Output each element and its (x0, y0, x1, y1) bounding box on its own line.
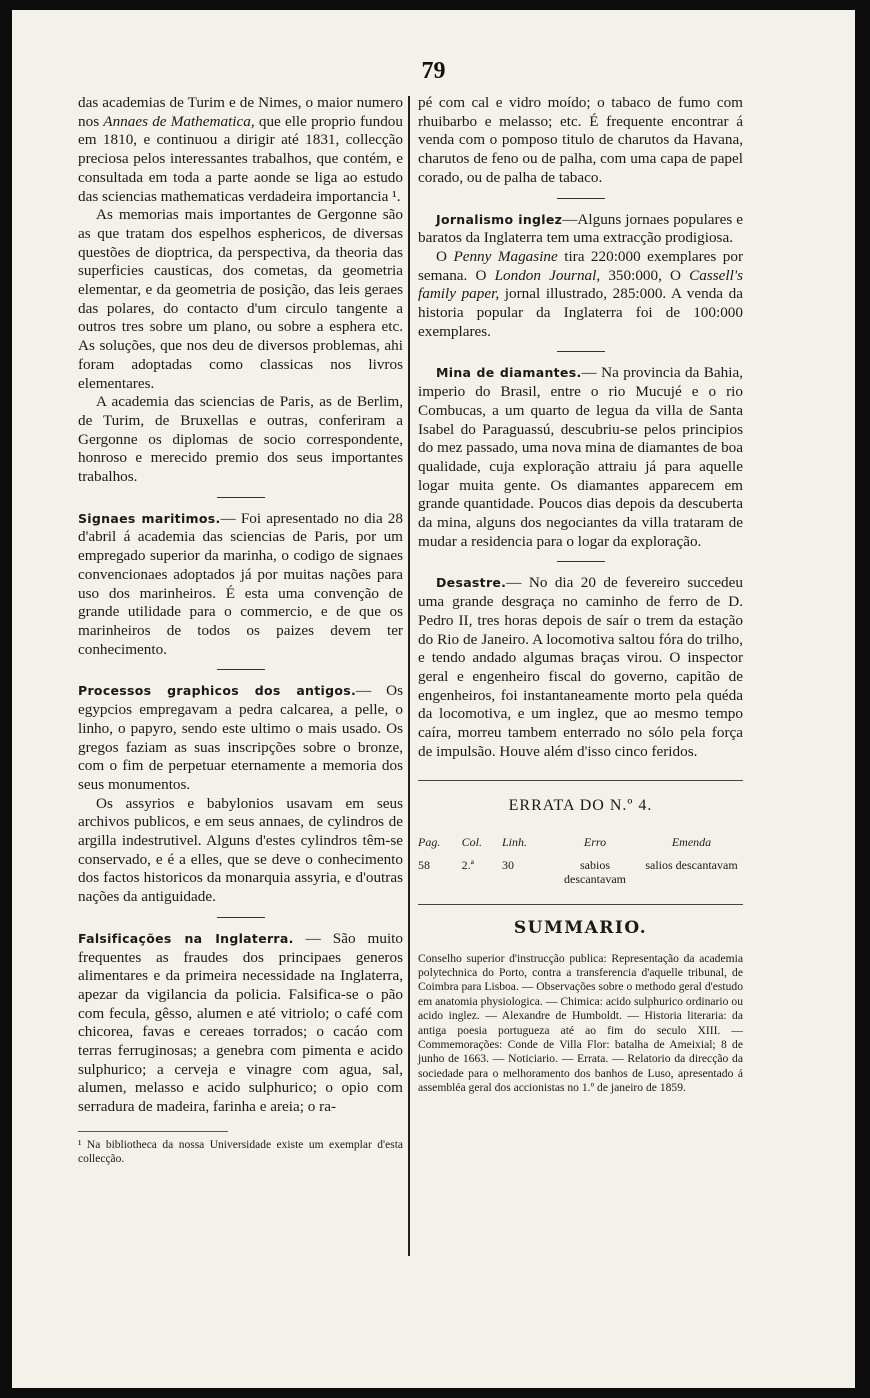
article-falsificacoes: Falsificações na Inglaterra. — São muito frequentes as fraudes dos principaes generos alimentares e da primeira necessidade na Inglaterra, apezar da vigilancia da policia. Falsifica-se o pão com fecula, gêsso, alumen e até vitriolo; o café com chicorea, favas e cereaes torrados; o cacáo com terras ferruginosas; a genebra com pimenta e acido sulphurico; a cerveja e vinagre com agua, sal, alumen, melasso e acido sulphurico; o opio com serradura de madeira, farinha e areia; o ra- (78, 929, 403, 1116)
errata-col-col: Col. (461, 835, 482, 850)
errata-table (418, 833, 743, 886)
section-divider (217, 497, 265, 498)
paragraph-assyrios: Os assyrios e babylonios usavam em seus archivos publicos, e em seus annaes, de cylindros de argilla indestrutivel. Alguns d'estes cylindros têm-se conservado, e é a elles, que se deve o conhecimento dos factos historicos da monarquia assyria, e d'outras nações da antiguidade. (78, 794, 403, 906)
paragraph-jornais-tiragem: O Penny Magasine tira 220:000 exemplares por semana. O London Journal, 350:000, O Cassell's family paper, jornal illustrado, 285:000. A venda da historia popular da Inglaterra foi de 100:000 exemplares. (418, 247, 744, 340)
footnote: ¹ Na bibliotheca da nossa Universidade existe um exemplar d'esta collecção. (78, 1138, 403, 1165)
paragraph-gergonne-intro: das academias de Turim e de Nimes, o maior numero nos Annaes de Mathematica, que elle proprio fundou em 1810, e continuou a dirigir até 1831, collecção preciosa pelos interessantes trabalhos, que contém, e consultada em toda a parte aonde se liga ao estudo das sciencias mathematicas verdadeira importancia ¹. (78, 94, 403, 205)
document-page (12, 10, 855, 1388)
summary-text: Conselho superior d'instrucção publica: Representação da academia polytechnica do Porto, contra a transferencia d'aquelle tribunal, de Coimbra para Lisboa. — Observações sobre o methodo geral d'estudo em anatomia physiologica. — Chimica: acido sulphurico ordinario ou acido inglez. — Alexandre de Humboldt. — Historia literaria: da antiga poesia portugueza até ao fim do seculo XIII. — Commemorações: Conde de Villa Flor: batalha de Ameixial; 8 de junho de 1663. — Noticiario. — Errata. — Relatorio da direcção da sociedade para o melhoramento dos banhos de Luso, apresentado á assembléa geral dos accionistas no 1.º de janeiro de 1859. (418, 951, 743, 1095)
section-divider (217, 669, 265, 670)
section-divider (557, 198, 605, 199)
article-jornalismo: Jornalismo inglez—Alguns jornaes populares e baratos da Inglaterra tem uma extracção prodigiosa. (418, 210, 743, 247)
errata-col-pag: Pag. (418, 835, 441, 850)
errata-rule (418, 780, 743, 781)
errata-cell: 2.ª (461, 857, 474, 872)
errata-cell: 30 (501, 857, 514, 872)
errata-row (418, 858, 743, 886)
footnote-rule (78, 1131, 228, 1138)
heading-mina: Mina de diamantes. (436, 365, 582, 381)
page-number: 79 (421, 58, 446, 84)
errata-col-emenda: Emenda (671, 835, 712, 850)
heading-falsificacoes: Falsificações na Inglaterra. (78, 930, 294, 946)
article-signaes: Signaes maritimos.— Foi apresentado no dia 28 d'abril á academia das sciencias de Paris, por um empregado superior da marinha, o codigo de signaes convencionaes adoptados já por muitas nações para uso dos marinheiros. É esta uma convenção de grande utilidade para o commercio, e de que os marinheiros de todos os paizes devem ter conhecimento. (78, 509, 403, 658)
paragraph-gergonne-academias: A academia das sciencias de Paris, as de Berlim, de Turim, de Bruxellas e outras, conferiram a Gergonne os diplomas de socio correspondente, honroso e merecido premio dos seus importantes trabalhos. (78, 393, 403, 486)
errata-rule (418, 904, 743, 905)
errata-col-linh: Linh. (501, 835, 527, 850)
errata-col-erro: Erro (583, 835, 607, 850)
section-divider (557, 351, 605, 352)
heading-desastre: Desastre. (436, 575, 507, 591)
column-rule (408, 96, 410, 1256)
heading-signaes: Signaes maritimos. (78, 510, 221, 526)
errata-cell: 58 (418, 857, 430, 872)
right-column (418, 94, 743, 1096)
heading-processos: Processos graphicos dos antigos. (78, 683, 357, 699)
article-processos: Processos graphicos dos antigos.— Os egypcios empregavam a pedra calcarea, a pelle, o linho, o papyro, sendo este ultimo o mais usado. Os gregos faziam as suas inscripções sobre o bronze, com o fim de perpetuar eternamente a memoria dos seus monumentos. (78, 682, 403, 793)
section-divider (557, 561, 605, 562)
article-desastre: Desastre.— No dia 20 de fevereiro succedeu uma grande desgraça no caminho de ferro de D. Pedro II, tres horas depois de saír o trem da estação do Rio de Janeiro. A locomotiva saltou fóra do trilho, e tendo andado algumas braças virou. O inspector geral e engenheiro fiscal do governo, capitão de engenheiros, foi instantaneamente morto pela quéda da locomotiva, e um inglez, que ao mesmo tempo caíra, morreu tambem enterrado no sólo pela força de impulsão. Houve além d'isso cinco feridos. (418, 574, 743, 760)
left-column (78, 94, 403, 1166)
section-divider (217, 917, 265, 918)
paragraph-gergonne-memorias: As memorias mais importantes de Gergonne são as que tratam dos espelhos esphericos, de diversas questões de dioptrica, da perspectiva, da theoria das superficies causticas, dos cometas, da geometria elementar, e da geometria de posição, das leis geraes das polares, do contacto d'um circulo tangente a outros tres sobre um plano, ou sobre a esphera etc. As soluções, que nos deu de diversos problemas, ahi foram adoptadas como classicas nos livros elementares. (78, 206, 403, 392)
errata-cell: sabios descantavam (564, 857, 626, 886)
summary-title: SUMMARIO. (513, 917, 648, 938)
heading-jornalismo: Jornalismo inglez (436, 211, 563, 227)
errata-cell: salios descantavam (645, 857, 738, 872)
errata-title: ERRATA DO N.º 4. (508, 796, 653, 814)
paragraph-charutos: pé com cal e vidro moído; o tabaco de fumo com rhuibarbo e melasso; etc. É frequente encontrar á venda com o pomposo titulo de charutos da Havana, charutos de feno ou de palha, com uma capa de papel corado, ou de palha de tabaco. (418, 94, 743, 186)
article-mina: Mina de diamantes.— Na provincia da Bahia, imperio do Brasil, entre o rio Mucujé e o rio Combucas, a um quarto de legua da villa de Santa Isabel do Paraguassú, descubriu-se pelos principios do mez passado, uma nova mina de diamantes de boa qualidade, cuja exploração attraiu já para aquelle logar muita gente. Os diamantes apparecem em grande quantidade. Poucos dias depois da descuberta da mina, alguns dos negociantes da villa trataram de mudar a residencia para o logar da exploração. (418, 364, 743, 550)
errata-header-row (418, 833, 743, 858)
